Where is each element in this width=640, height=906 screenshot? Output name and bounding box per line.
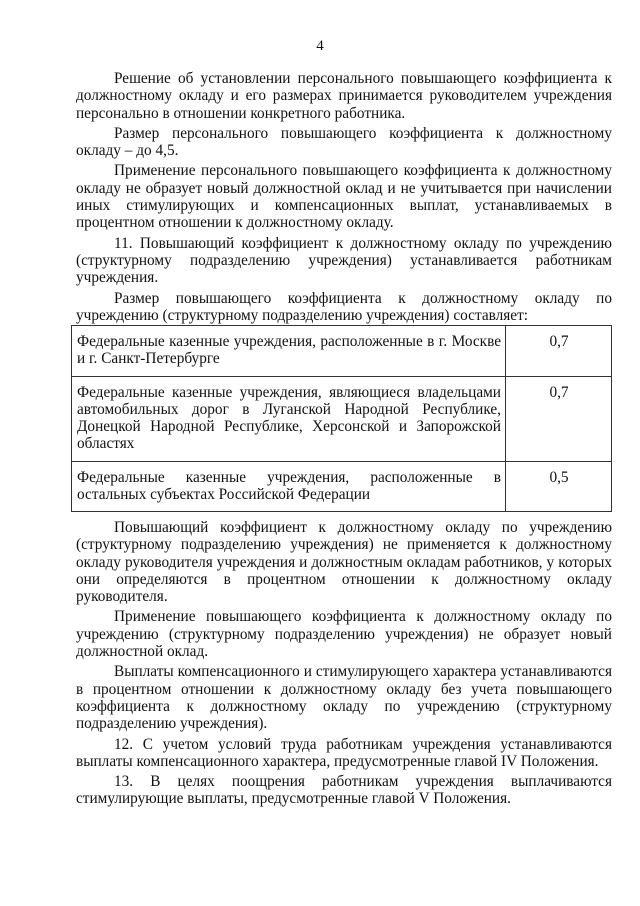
paragraph: Повышающий коэффициент к должностному окладу по учреждению (структурному подразделению учреждения) не применяется к должностному окладу руководителя учреждения и должностным окладам работников, у которых они определяются в процентном отношении к должностному окладу руководителя. xyxy=(76,519,612,606)
institution-description: Федеральные казенные учреждения, расположенные в г. Москве и г. Санкт-Петербурге xyxy=(72,326,506,377)
institution-description: Федеральные казенные учреждения, расположенные в остальных субъектах Российской Федерации xyxy=(72,461,506,512)
table-row xyxy=(72,376,612,461)
paragraph: Решение об установлении персонального повышающего коэффициента к должностному окладу и его размерах принимается руководителем учреждения персонально в отношении конкретного работника. xyxy=(76,70,612,122)
paragraph: 11. Повышающий коэффициент к должностному окладу по учреждению (структурному подразделению учреждения) устанавливается работникам учреждения. xyxy=(76,234,612,287)
paragraph: Применение повышающего коэффициента к должностному окладу по учреждению (структурному подразделению учреждения) не образует новый должностной оклад. xyxy=(76,608,612,661)
paragraph: Выплаты компенсационного и стимулирующего характера устанавливаются в процентном отношении к должностному окладу без учета повышающего коэффициента к должностному окладу по учреждению (структурному подразделению учреждения). xyxy=(76,663,612,733)
top-text-block xyxy=(76,70,612,327)
table-row xyxy=(72,461,612,512)
paragraph: Применение персонального повышающего коэффициента к должностному окладу не образует новый должностной оклад и не учитывается при начислении иных стимулирующих и компенсационных выплат, устанавливаемых в процентном отношении к должностному окладу. xyxy=(76,162,612,232)
table-row xyxy=(72,326,612,377)
coefficient-value: 0,7 xyxy=(506,376,612,461)
bottom-text-block xyxy=(76,519,612,811)
coefficient-value: 0,5 xyxy=(506,461,612,512)
coefficient-value: 0,7 xyxy=(506,326,612,377)
institution-description: Федеральные казенные учреждения, являющиеся владельцами автомобильных дорог в Луганской Народной Республике, Донецкой Народной Республике, Херсонской и Запорожской областях xyxy=(72,376,506,461)
paragraph: Размер повышающего коэффициента к должностному окладу по учреждению (структурному подразделению учреждения) составляет: xyxy=(76,289,612,324)
paragraph: 13. В целях поощрения работникам учреждения выплачиваются стимулирующие выплаты, предусмотренные главой V Положения. xyxy=(76,773,612,808)
page-number: 4 xyxy=(316,38,324,54)
coefficient-table xyxy=(71,325,612,512)
paragraph: 12. С учетом условий труда работникам учреждения устанавливаются выплаты компенсационного характера, предусмотренные главой IV Положения. xyxy=(76,735,612,770)
paragraph: Размер персонального повышающего коэффициента к должностному окладу – до 4,5. xyxy=(76,124,612,160)
